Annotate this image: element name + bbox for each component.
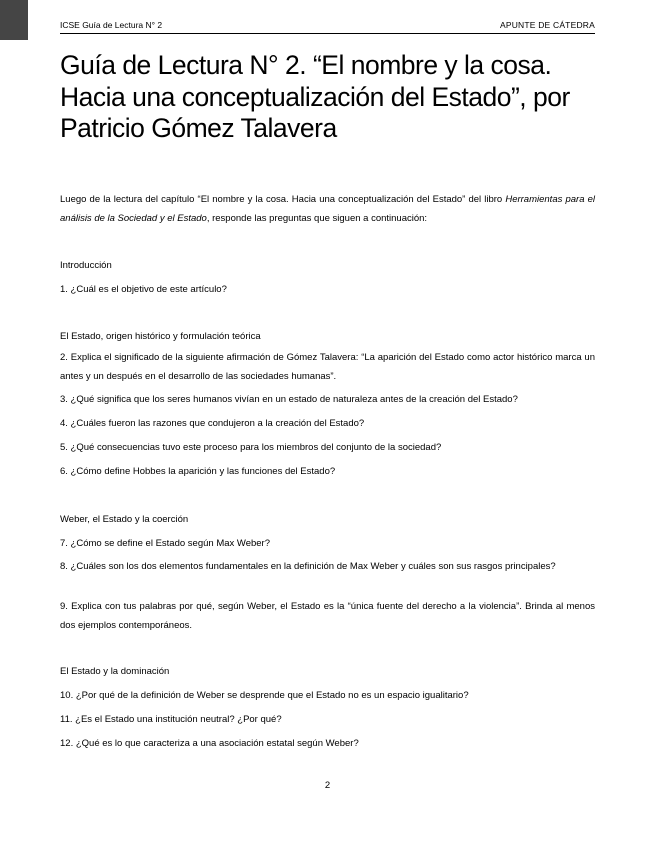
- document-title: Guía de Lectura N° 2. “El nombre y la cosa. Hacia una conceptualización del Estado”, por Patricio Gómez Talavera: [60, 50, 570, 143]
- question-10: 10. ¿Por qué de la definición de Weber se desprende que el Estado no es un espacio igualitario?: [60, 690, 469, 701]
- page-corner-tab: [0, 0, 28, 40]
- question-12: 12. ¿Qué es lo que caracteriza a una asociación estatal según Weber?: [60, 738, 359, 749]
- section-heading-weber-coercion: Weber, el Estado y la coerción: [60, 514, 189, 525]
- intro-paragraph: [60, 190, 595, 228]
- intro-text-before: Luego de la lectura del capítulo “El nombre y la cosa. Hacia una conceptualización del Estado” del libro: [60, 194, 506, 205]
- question-1: 1. ¿Cuál es el objetivo de este artículo?: [60, 284, 227, 295]
- header-course-label: ICSE Guía de Lectura N° 2: [60, 20, 163, 30]
- section-heading-introduccion: Introducción: [60, 260, 112, 271]
- question-6: 6. ¿Cómo define Hobbes la aparición y las funciones del Estado?: [60, 466, 336, 477]
- section-heading-dominacion: El Estado y la dominación: [60, 666, 170, 677]
- question-7: 7. ¿Cómo se define el Estado según Max Weber?: [60, 538, 270, 549]
- question-2: 2. Explica el significado de la siguiente afirmación de Gómez Talavera: “La aparición del Estado como actor histórico marca un antes y un después en el desarrollo de las sociedades humanas”.: [60, 352, 595, 382]
- page-number: 2: [324, 780, 331, 791]
- question-11: 11. ¿Es el Estado una institución neutral? ¿Por qué?: [60, 714, 282, 725]
- question-5: 5. ¿Qué consecuencias tuvo este proceso para los miembros del conjunto de la sociedad?: [60, 442, 442, 453]
- question-9: 9. Explica con tus palabras por qué, según Weber, el Estado es la “única fuente del derecho a la violencia”. Brinda al menos dos ejemplos contemporáneos.: [60, 601, 595, 631]
- page-header: [60, 19, 595, 34]
- question-4: 4. ¿Cuáles fueron las razones que condujeron a la creación del Estado?: [60, 418, 365, 429]
- section-heading-origen: El Estado, origen histórico y formulación teórica: [60, 331, 261, 342]
- intro-text-after: , responde las preguntas que siguen a continuación:: [206, 213, 428, 224]
- question-3: 3. ¿Qué significa que los seres humanos vivían en un estado de naturaleza antes de la creación del Estado?: [60, 394, 518, 405]
- header-document-type: APUNTE DE CÁTEDRA: [499, 20, 595, 30]
- question-8: 8. ¿Cuáles son los dos elementos fundamentales en la definición de Max Weber y cuáles son sus rasgos principales?: [60, 561, 556, 572]
- intro-book-title: Herramientas para el análisis de la Sociedad y el Estado: [60, 194, 595, 224]
